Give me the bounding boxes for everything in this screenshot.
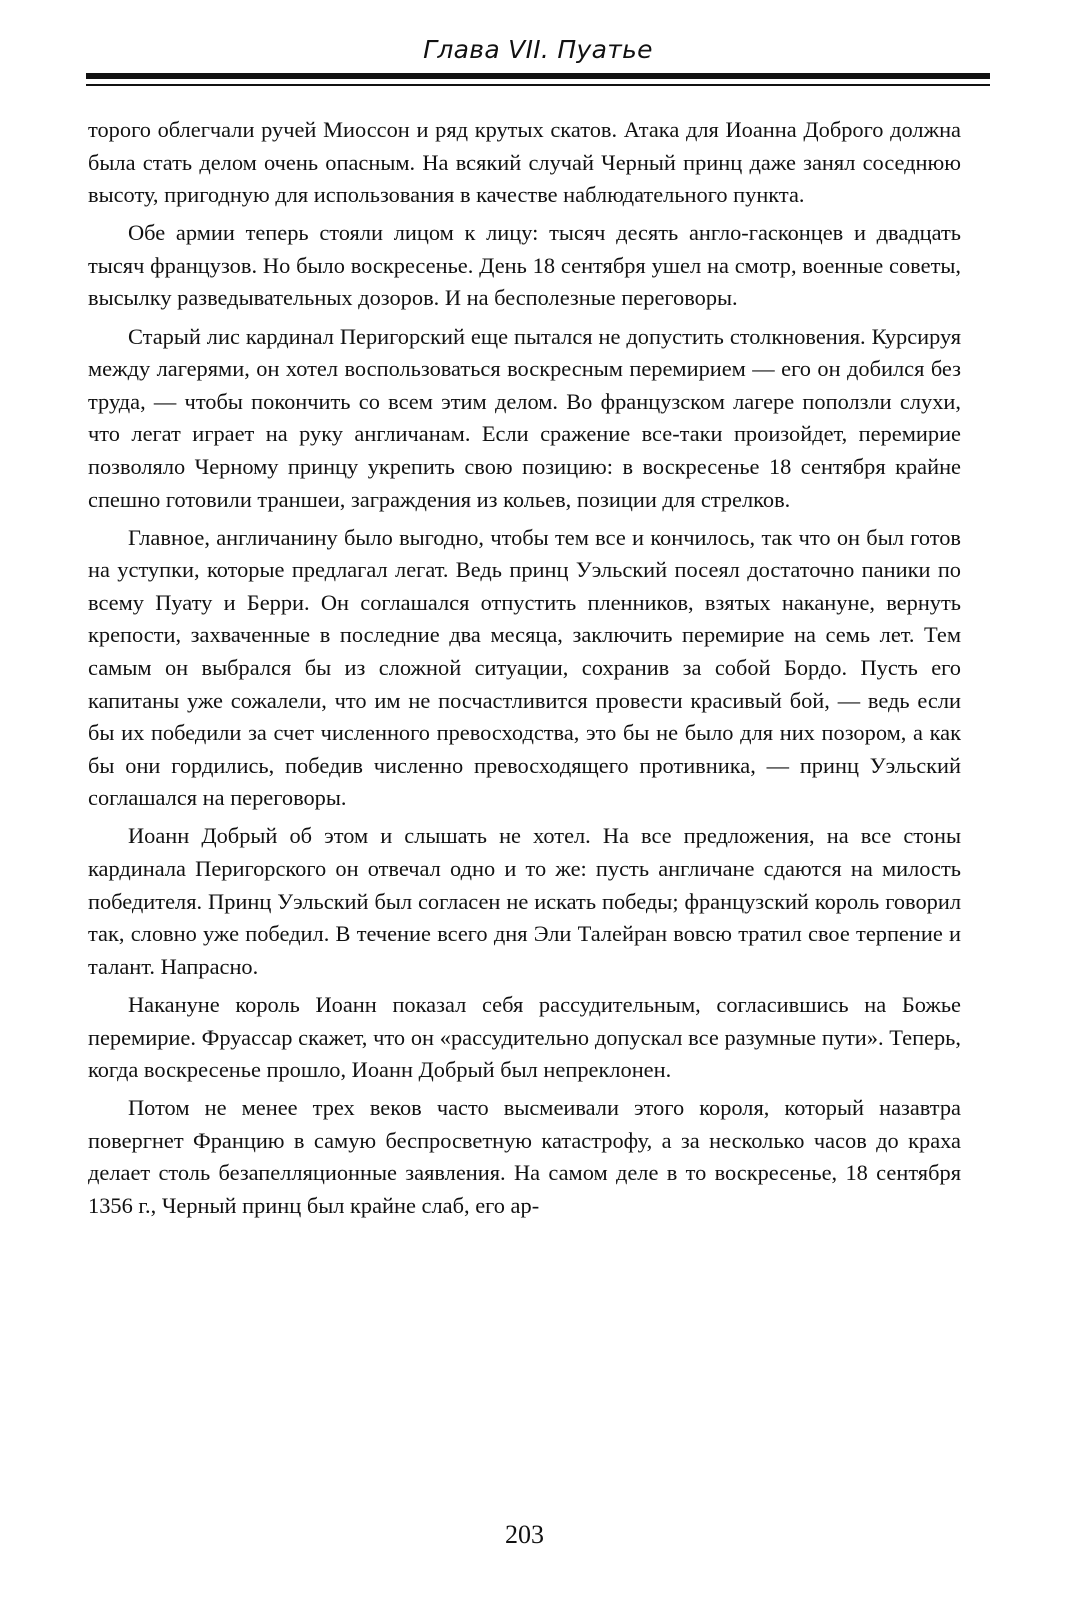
paragraph: Накануне король Иоанн показал себя рассудительным, согласившись на Божье перемирие. Фруассар скажет, что он «рассудительно допускал все разумные пути». Теперь, когда воскресенье прошло, Иоанн Добрый был непреклонен. xyxy=(88,991,961,1083)
paragraph: Старый лис кардинал Перигорский еще пытался не допустить столкновения. Курсируя между лагерями, он хотел воспользоваться воскресным перемирием — его он добился без труда, — чтобы покончить со всем этим делом. Во французском лагере поползли слухи, что легат играет на руку англичанам. Если сражение все-таки произойдет, перемирие позволяло Черному принцу укрепить свою позицию: в воскресенье 18 сентября крайне спешно готовили траншеи, заграждения из кольев, позиции для стрелков. xyxy=(88,323,961,512)
page-number: 203 xyxy=(505,1520,544,1549)
header-rule-thin xyxy=(86,84,990,86)
header-rule-thick xyxy=(86,73,990,79)
paragraph: торого облегчали ручей Миоссон и ряд крутых скатов. Атака для Иоанна Доброго должна была стать делом очень опасным. На всякий случай Черный принц даже занял соседнюю высоту, пригодную для использования в качестве наблюдательного пункта. xyxy=(88,117,961,208)
paragraph: Главное, англичанину было выгодно, чтобы тем все и кончилось, так что он был готов на уступки, которые предлагал легат. Ведь принц Уэльский посеял достаточно паники по всему Пуату и Берри. Он соглашался отпустить пленников, взятых накануне, вернуть крепости, захваченные в последние два месяца, заключить перемирие на семь лет. Тем самым он выбрался бы из сложной ситуации, сохранив за собой Бордо. Пусть его капитаны уже сожалели, что им не посчастливится провести красивый бой, — ведь если бы их победили за счет численного превосходства, это бы не было для них позором, а как бы они гордились, победив численно превосходящего противника, — принц Уэльский соглашался на переговоры. xyxy=(88,524,961,811)
running-header-title: Глава VII. Пуатье xyxy=(423,35,653,64)
paragraph: Иоанн Добрый об этом и слышать не хотел. На все предложения, на все стоны кардинала Перигорского он отвечал одно и то же: пусть англичане сдаются на милость победителя. Принц Уэльский был согласен не искать победы; французский король говорил так, словно уже победил. В течение всего дня Эли Талейран вовсю тратил свое терпение и талант. Напрасно. xyxy=(88,823,961,979)
body-text xyxy=(88,114,961,1228)
paragraph: Обе армии теперь стояли лицом к лицу: тысяч десять англо-гасконцев и двадцать тысяч французов. Но было воскресенье. День 18 сентября ушел на смотр, военные советы, высылку разведывательных дозоров. И на бесполезные переговоры. xyxy=(88,220,961,311)
paragraph: Потом не менее трех веков часто высмеивали этого короля, который назавтра повергнет Францию в самую беспросветную катастрофу, а за несколько часов до краха делает столь безапелляционные заявления. На самом деле в то воскресенье, 18 сентября 1356 г., Черный принц был крайне слаб, его ар- xyxy=(88,1095,961,1218)
